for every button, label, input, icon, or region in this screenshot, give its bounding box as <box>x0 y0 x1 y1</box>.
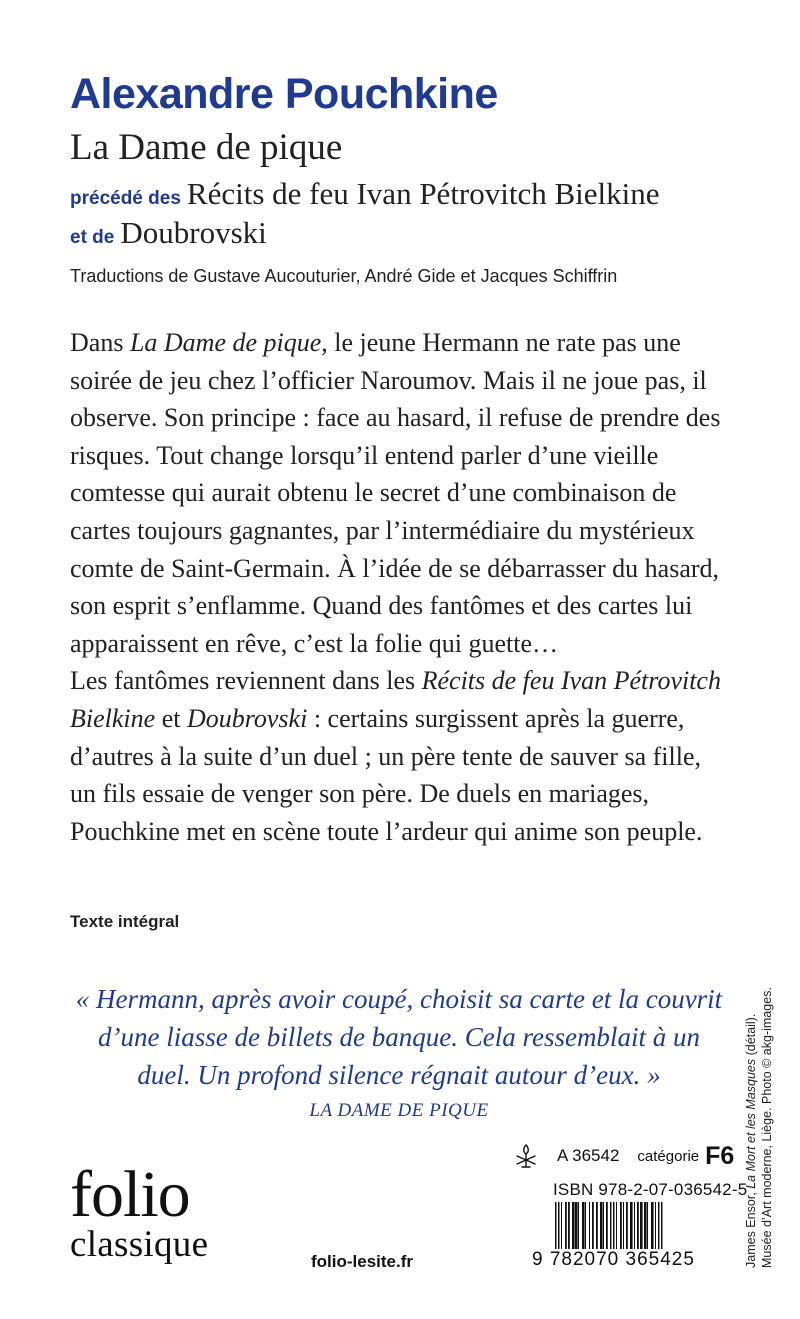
barcode-bar <box>620 1202 622 1252</box>
ean-number: 9 782070 365425 <box>532 1249 722 1271</box>
barcode-bar <box>606 1202 608 1252</box>
barcode-bar <box>582 1202 585 1252</box>
barcode-bar <box>603 1202 604 1252</box>
barcode-bar <box>640 1202 643 1252</box>
summary-text <box>70 324 730 850</box>
barcode-bar <box>578 1202 579 1252</box>
barcode-bar <box>637 1202 639 1252</box>
summary-paragraph-1: Dans La Dame de pique, le jeune Hermann ne rate pas une soirée de jeu chez l’officier Naroumov. Mais il ne joue pas, il observe. Son principe : face au hasard, il refuse de prendre des risques. Tout change lorsqu’il entend parler d’une vieille comtesse qui aurait obtenu le secret d’une combinaison de cartes toujours gagnantes, par l’intermédiaire du mystérieux comte de Saint-Germain. À l’idée de se débarrasser du hasard, son esprit s’enflamme. Quand des fantômes et des cartes lui apparaissent en rêve, c’est la folie qui guette… <box>70 328 721 658</box>
gallimard-mark-icon <box>513 1142 539 1170</box>
barcode-bar <box>575 1202 578 1252</box>
quote: « Hermann, après avoir coupé, choisit sa carte et la couvrit d’une liasse de billets de banque. Cela ressemblait à un duel. Un profond silence régnait autour d’eux. » <box>75 984 723 1090</box>
quote-source: LA DAME DE PIQUE <box>309 1100 489 1121</box>
credit-line-1: James Ensor, La Mort et les Masques (détail). <box>744 1013 758 1268</box>
barcode-bar <box>589 1202 590 1252</box>
author-name: Alexandre Pouchkine <box>70 70 498 118</box>
barcode-bar <box>655 1202 656 1252</box>
book-title: La Dame de pique <box>70 127 343 168</box>
summary-paragraph-2: Les fantômes reviennent dans les Récits de feu Ivan Pétrovitch Bielkine et Doubrovski : certains surgissent après la guerre, d’autres à la suite d’un duel ; un père tente de sauver sa fille, un fils essaie de venger son père. De duels en mariages, Pouchkine met en scène toute l’ardeur qui anime son peuple. <box>70 666 721 846</box>
barcode-bar <box>647 1202 648 1252</box>
barcode-bar <box>623 1202 624 1252</box>
category-code: F6 <box>705 1141 735 1170</box>
preceded-line <box>70 176 660 212</box>
credit-line-2: Musée d’Art moderne, Liège. Photo © akg-images. <box>760 987 774 1268</box>
barcode-bar <box>630 1202 633 1252</box>
and-lead: et de <box>70 227 115 248</box>
website: folio-lesite.fr <box>311 1252 414 1271</box>
barcode-bar <box>561 1202 562 1252</box>
barcode-bar <box>592 1202 594 1252</box>
reference-number: A 36542 <box>557 1146 620 1165</box>
barcode-bar <box>644 1202 647 1252</box>
integral-label: Texte intégral <box>70 912 180 931</box>
barcode-bar <box>572 1202 575 1252</box>
barcode-bar <box>565 1202 567 1252</box>
barcode-bar <box>600 1202 603 1252</box>
folio-classique-logo <box>70 1158 209 1265</box>
barcode-bar <box>585 1202 586 1252</box>
preceded-lead: précédé des <box>70 188 181 209</box>
barcode-bar <box>568 1202 570 1252</box>
barcode-bar <box>616 1202 617 1252</box>
barcode-bar <box>626 1202 628 1252</box>
logo-classique: classique <box>70 1224 209 1265</box>
category-label: catégorie <box>637 1147 700 1165</box>
image-credit <box>743 968 775 1268</box>
translators: Traductions de Gustave Aucouturier, André Gide et Jacques Schiffrin <box>70 266 618 286</box>
barcode-bar <box>596 1202 598 1252</box>
preceded-title: Récits de feu Ivan Pétrovitch Bielkine <box>186 176 660 211</box>
logo-folio: folio <box>70 1158 190 1231</box>
isbn: ISBN 978-2-07-036542-5 <box>553 1180 748 1199</box>
barcode-bar <box>651 1202 654 1252</box>
and-line <box>70 215 267 251</box>
barcode-bar <box>634 1202 635 1252</box>
and-title: Doubrovski <box>120 215 267 250</box>
category-line <box>513 1140 734 1172</box>
